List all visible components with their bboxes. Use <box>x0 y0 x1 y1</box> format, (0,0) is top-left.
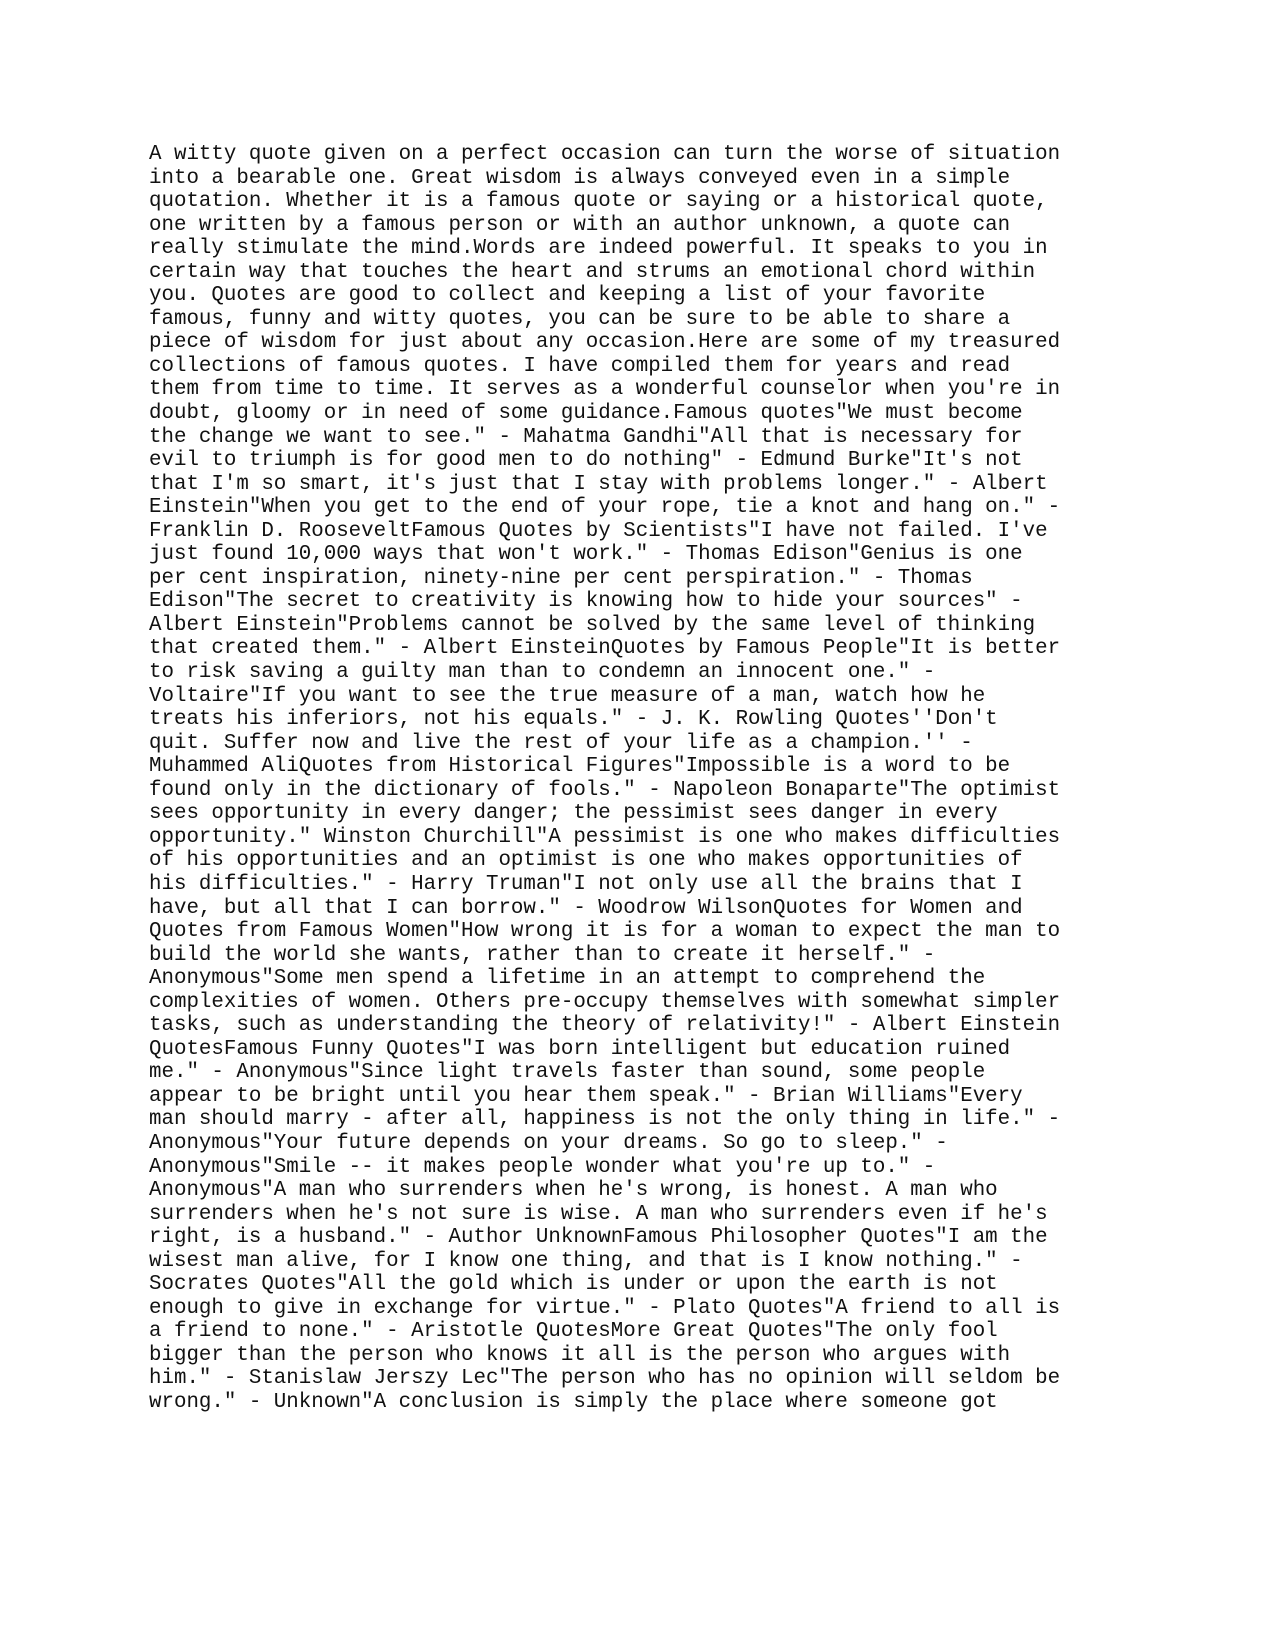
text-line: really stimulate the mind.Words are indeed powerful. It speaks to you in <box>149 237 1048 261</box>
text-line: Socrates Quotes"All the gold which is under or upon the earth is not <box>149 1273 998 1297</box>
text-line: tasks, such as understanding the theory of relativity!" - Albert Einstein <box>149 1014 1061 1038</box>
text-line: the change we want to see." - Mahatma Gandhi"All that is necessary for <box>149 425 1023 449</box>
text-line: wrong." - Unknown"A conclusion is simply the place where someone got <box>149 1390 998 1414</box>
text-line: of his opportunities and an optimist is one who makes opportunities of <box>149 849 1023 873</box>
text-line: Anonymous"Smile -- it makes people wonder what you're up to." - <box>149 1155 936 1179</box>
text-line: QuotesFamous Funny Quotes"I was born intelligent but education ruined <box>149 1037 1011 1061</box>
text-line: Anonymous"Some men spend a lifetime in an attempt to comprehend the <box>149 967 986 991</box>
text-line: quit. Suffer now and live the rest of your life as a champion.'' - <box>149 731 973 755</box>
text-line: right, is a husband." - Author UnknownFamous Philosopher Quotes"I am the <box>149 1226 1048 1250</box>
text-line: evil to triumph is for good men to do nothing" - Edmund Burke"It's not <box>149 449 1023 473</box>
text-line: enough to give in exchange for virtue." - Plato Quotes"A friend to all is <box>149 1296 1061 1320</box>
text-line: one written by a famous person or with an author unknown, a quote can <box>149 213 1011 237</box>
text-line: have, but all that I can borrow." - Woodrow WilsonQuotes for Women and <box>149 896 1023 920</box>
text-line: bigger than the person who knows it all is the person who argues with <box>149 1343 1011 1367</box>
text-line: a friend to none." - Aristotle QuotesMore Great Quotes"The only fool <box>149 1320 998 1344</box>
text-line: certain way that touches the heart and strums an emotional chord within <box>149 260 1036 284</box>
text-line: Einstein"When you get to the end of your rope, tie a knot and hang on." - <box>149 496 1061 520</box>
text-line: appear to be bright until you hear them speak." - Brian Williams"Every <box>149 1084 1023 1108</box>
text-line: A witty quote given on a perfect occasion can turn the worse of situation <box>149 143 1061 166</box>
text-line: me." - Anonymous"Since light travels faster than sound, some people <box>149 1061 986 1085</box>
text-line: Anonymous"Your future depends on your dreams. So go to sleep." - <box>149 1131 948 1155</box>
text-line: collections of famous quotes. I have compiled them for years and read <box>149 354 1011 378</box>
text-line: wisest man alive, for I know one thing, and that is I know nothing." - <box>149 1249 1023 1273</box>
text-line: sees opportunity in every danger; the pessimist sees danger in every <box>149 802 998 826</box>
text-line: you. Quotes are good to collect and keeping a list of your favorite <box>149 284 986 308</box>
text-line: him." - Stanislaw Jerszy Lec"The person who has no opinion will seldom be <box>149 1367 1061 1391</box>
text-line: man should marry - after all, happiness is not the only thing in life." - <box>149 1108 1061 1132</box>
text-line: per cent inspiration, ninety-nine per cent perspiration." - Thomas <box>149 566 973 590</box>
text-line: into a bearable one. Great wisdom is always conveyed even in a simple <box>149 166 1011 190</box>
text-line: Albert Einstein"Problems cannot be solved by the same level of thinking <box>149 613 1036 637</box>
text-line: Quotes from Famous Women"How wrong it is for a woman to expect the man to <box>149 920 1061 944</box>
text-line: just found 10,000 ways that won't work." - Thomas Edison"Genius is one <box>149 543 1023 567</box>
document-body <box>149 143 1060 1415</box>
text-line: build the world she wants, rather than to create it herself." - <box>149 943 936 967</box>
text-line: Anonymous"A man who surrenders when he's wrong, is honest. A man who <box>149 1179 998 1203</box>
text-line: doubt, gloomy or in need of some guidance.Famous quotes"We must become <box>149 402 1023 426</box>
text-line: Muhammed AliQuotes from Historical Figures"Impossible is a word to be <box>149 755 1011 779</box>
text-line: his difficulties." - Harry Truman"I not only use all the brains that I <box>149 872 1023 896</box>
text-line: piece of wisdom for just about any occasion.Here are some of my treasured <box>149 331 1061 355</box>
text-line: Edison"The secret to creativity is knowing how to hide your sources" - <box>149 590 1023 614</box>
text-line: found only in the dictionary of fools." - Napoleon Bonaparte"The optimist <box>149 778 1061 802</box>
text-line: surrenders when he's not sure is wise. A man who surrenders even if he's <box>149 1202 1048 1226</box>
text-line: to risk saving a guilty man than to condemn an innocent one." - <box>149 661 936 685</box>
text-line: Voltaire"If you want to see the true measure of a man, watch how he <box>149 684 986 708</box>
text-line: quotation. Whether it is a famous quote or saying or a historical quote, <box>149 190 1048 214</box>
text-line: complexities of women. Others pre-occupy themselves with somewhat simpler <box>149 990 1061 1014</box>
text-line: them from time to time. It serves as a wonderful counselor when you're in <box>149 378 1061 402</box>
text-line: opportunity." Winston Churchill"A pessimist is one who makes difficulties <box>149 825 1061 849</box>
text-line: treats his inferiors, not his equals." - J. K. Rowling Quotes''Don't <box>149 708 998 732</box>
text-line: that created them." - Albert EinsteinQuotes by Famous People"It is better <box>149 637 1061 661</box>
text-line: that I'm so smart, it's just that I stay with problems longer." - Albert <box>149 472 1048 496</box>
text-line: famous, funny and witty quotes, you can be sure to be able to share a <box>149 307 1011 331</box>
text-line: Franklin D. RooseveltFamous Quotes by Scientists"I have not failed. I've <box>149 519 1048 543</box>
